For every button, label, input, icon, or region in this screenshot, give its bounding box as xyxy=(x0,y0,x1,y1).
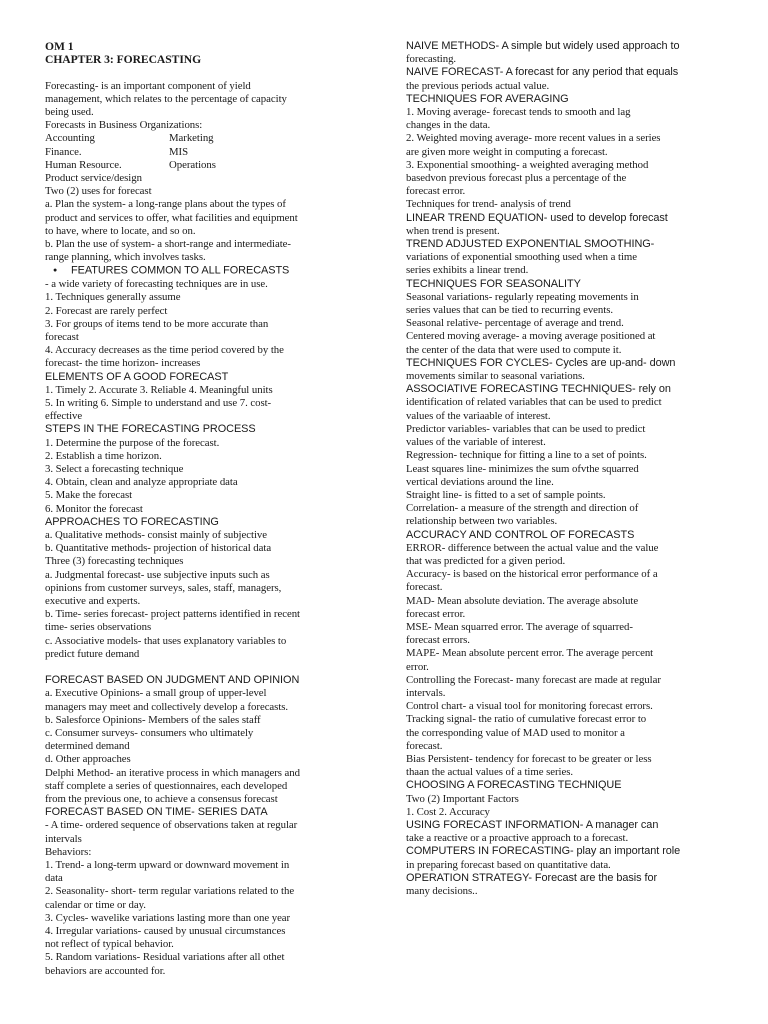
right-text-line xyxy=(406,713,724,726)
left-text-line xyxy=(45,819,351,832)
left-text-line xyxy=(45,225,351,238)
left-text-line xyxy=(45,291,351,304)
line-text: executive and experts. xyxy=(45,595,141,608)
right-text-line xyxy=(406,436,724,449)
right-text-line xyxy=(406,621,724,634)
left-text-line xyxy=(45,106,351,119)
right-text-line xyxy=(406,344,724,357)
line-text: not reflect of typical behavior. xyxy=(45,938,174,951)
line-text: basedvon previous forecast plus a percentage of the xyxy=(406,172,627,185)
line-text: data xyxy=(45,872,63,885)
line-text: ERROR- difference between the actual value and the value xyxy=(406,541,659,554)
right-text-line xyxy=(406,832,724,845)
left-text-line xyxy=(45,159,351,172)
right-text-line xyxy=(406,238,724,251)
line-text: managers may meet and collectively develop a forecasts. xyxy=(45,700,289,713)
right-text-line xyxy=(406,80,724,93)
right-text-line xyxy=(406,859,724,872)
line-text: range planning, which involves tasks. xyxy=(45,251,206,264)
right-text-line xyxy=(406,687,724,700)
left-text-line xyxy=(45,53,351,66)
line-text: that was predicted for a given period. xyxy=(406,554,566,567)
line-text: Accounting xyxy=(45,132,95,145)
line-text: identification of related variables that can be used to predict xyxy=(406,396,662,409)
line-text: TREND ADJUSTED EXPONENTIAL SMOOTHING- xyxy=(406,238,655,251)
line-text-tabbed: MIS xyxy=(169,145,189,158)
left-text-line xyxy=(45,119,351,132)
left-text-line xyxy=(45,516,351,529)
line-text: Bias Persistent- tendency for forecast to be greater or less xyxy=(406,752,652,765)
right-text-line xyxy=(406,132,724,145)
line-text: when trend is present. xyxy=(406,224,500,237)
line-text: - a wide variety of forecasting techniques are in use. xyxy=(45,278,268,291)
line-text: 3. Select a forecasting technique xyxy=(45,462,184,475)
line-text: 5. In writing 6. Simple to understand and use 7. cost- xyxy=(45,396,272,409)
line-text: many decisions.. xyxy=(406,885,478,897)
line-text: Least squares line- minimizes the sum ofvthe squarred xyxy=(406,462,639,475)
right-text-line xyxy=(406,423,724,436)
line-text: forecast xyxy=(45,330,79,343)
right-text-line xyxy=(406,793,724,806)
right-text-line xyxy=(406,806,724,819)
line-text: Finance. xyxy=(45,145,82,158)
line-text: Tracking signal- the ratio of cumulative forecast error to xyxy=(406,713,647,726)
right-text-line xyxy=(406,595,724,608)
left-text-line xyxy=(45,305,351,318)
line-text: Centered moving average- a moving average positioned at xyxy=(406,330,656,343)
line-text: Accuracy- is based on the historical error performance of a xyxy=(406,568,658,581)
left-text-line xyxy=(45,264,351,278)
line-text: to have, where to locate, and so on. xyxy=(45,224,196,237)
right-text-line xyxy=(406,568,724,581)
line-text: a. Plan the system- a long-range plans about the types of xyxy=(45,198,286,211)
left-text-line xyxy=(45,701,351,714)
left-text-line xyxy=(45,80,351,93)
right-text-line xyxy=(406,647,724,660)
line-text: TECHNIQUES FOR SEASONALITY xyxy=(406,277,581,290)
line-text: the corresponding value of MAD used to monitor a xyxy=(406,726,625,739)
line-text: 3. Exponential smoothing- a weighted averaging method xyxy=(406,158,649,171)
right-text-line xyxy=(406,845,724,858)
line-text: 1. Techniques generally assume xyxy=(45,291,181,304)
left-text-line xyxy=(45,423,351,436)
right-text-line xyxy=(406,264,724,277)
left-text-line xyxy=(45,344,351,357)
line-text: b. Plan the use of system- a short-range and intermediate- xyxy=(45,238,291,251)
left-text-line xyxy=(45,238,351,251)
left-text-line xyxy=(45,198,351,211)
left-text-line xyxy=(45,767,351,780)
line-text: Human Resource. xyxy=(45,158,122,171)
left-text-line xyxy=(45,212,351,225)
left-text-line xyxy=(45,621,351,634)
left-text-line xyxy=(45,146,351,159)
line-text: STEPS IN THE FORECASTING PROCESS xyxy=(45,423,256,436)
line-text: b. Time- series forecast- project patterns identified in recent xyxy=(45,608,300,621)
left-text-line xyxy=(45,251,351,264)
line-text: from the previous one, to achieve a consensus forecast xyxy=(45,793,278,806)
right-text-line xyxy=(406,502,724,515)
line-text: 4. Accuracy decreases as the time period covered by the xyxy=(45,344,284,357)
line-text: 5. Random variations- Residual variations after all othet xyxy=(45,951,285,964)
paragraph-gap xyxy=(45,66,351,79)
line-text: Regression- technique for fitting a line to a set of points. xyxy=(406,449,647,462)
line-text: Controlling the Forecast- many forecast are made at regular xyxy=(406,673,661,686)
left-text-line xyxy=(45,371,351,384)
line-text: 1. Cost 2. Accuracy xyxy=(406,805,490,818)
left-text-line xyxy=(45,357,351,370)
right-text-line xyxy=(406,66,724,79)
right-text-line xyxy=(406,396,724,409)
left-text-line xyxy=(45,833,351,846)
line-text: TECHNIQUES FOR AVERAGING xyxy=(406,92,569,105)
line-text: 4. Irregular variations- caused by unusual circumstances xyxy=(45,925,286,938)
line-text: MAD- Mean absolute deviation. The average absolute xyxy=(406,594,639,607)
line-text: a. Executive Opinions- a small group of upper-level xyxy=(45,687,267,700)
line-text: NAIVE METHODS- A simple but widely used approach to xyxy=(406,40,680,52)
left-text-line xyxy=(45,727,351,740)
right-text-line xyxy=(406,146,724,159)
right-text-line xyxy=(406,449,724,462)
line-text: forecast errors. xyxy=(406,634,470,647)
left-text-line xyxy=(45,806,351,819)
line-text: Predictor variables- variables that can be used to predict xyxy=(406,422,646,435)
right-text-line xyxy=(406,700,724,713)
left-text-line xyxy=(45,846,351,859)
line-text: 3. Cycles- wavelike variations lasting more than one year xyxy=(45,911,291,924)
line-text: b. Salesforce Opinions- Members of the sales staff xyxy=(45,713,261,726)
right-text-line xyxy=(406,119,724,132)
right-text-line xyxy=(406,225,724,238)
line-text: Straight line- is fitted to a set of sample points. xyxy=(406,488,606,501)
line-text: NAIVE FORECAST- A forecast for any period that equals xyxy=(406,66,679,79)
left-text-line xyxy=(45,938,351,951)
right-text-line xyxy=(406,727,724,740)
right-text-line xyxy=(406,661,724,674)
right-text-line xyxy=(406,93,724,106)
line-text: forecast error. xyxy=(406,607,466,620)
right-text-line xyxy=(406,383,724,396)
line-text: 1. Timely 2. Accurate 3. Reliable 4. Meaningful units xyxy=(45,383,273,396)
line-text: are given more weight in computing a forecast. xyxy=(406,145,608,158)
line-text: behaviors are accounted for. xyxy=(45,964,166,977)
right-text-line xyxy=(406,766,724,779)
line-text: COMPUTERS IN FORECASTING- play an important role xyxy=(406,845,681,858)
left-text-line xyxy=(45,899,351,912)
line-text: c. Associative models- that uses explanatory variables to xyxy=(45,634,287,647)
line-text: 3. For groups of items tend to be more accurate than xyxy=(45,317,269,330)
left-text-line xyxy=(45,503,351,516)
line-text: OM 1 xyxy=(45,40,74,53)
left-text-line xyxy=(45,278,351,291)
left-text-line xyxy=(45,40,351,53)
line-text: take a reactive or a proactive approach to a forecast. xyxy=(406,832,629,845)
line-text: c. Consumer surveys- consumers who ultimately xyxy=(45,727,254,740)
line-text: Correlation- a measure of the strength and direction of xyxy=(406,502,639,515)
line-text: d. Other approaches xyxy=(45,753,131,766)
line-text: management, which relates to the percentage of capacity xyxy=(45,92,287,105)
right-text-line xyxy=(406,542,724,555)
left-text-line xyxy=(45,318,351,331)
right-text-line xyxy=(406,634,724,647)
line-text: error. xyxy=(406,660,429,673)
right-text-line xyxy=(406,463,724,476)
line-text: Delphi Method- an iterative process in which managers and xyxy=(45,766,300,779)
line-text: the center of the data that were used to compute it. xyxy=(406,343,622,356)
left-text-line xyxy=(45,753,351,766)
line-text: FORECAST BASED ON JUDGMENT AND OPINION xyxy=(45,674,300,687)
left-text-line xyxy=(45,872,351,885)
left-column xyxy=(45,40,351,978)
line-text: MAPE- Mean absolute percent error. The average percent xyxy=(406,647,654,660)
line-text: relationship between two variables. xyxy=(406,515,558,528)
line-text: CHOOSING A FORECASTING TECHNIQUE xyxy=(406,779,622,792)
line-text: series exhibits a linear trend. xyxy=(406,264,529,277)
left-text-line xyxy=(45,885,351,898)
line-text: 6. Monitor the forecast xyxy=(45,502,143,515)
left-text-line xyxy=(45,714,351,727)
right-text-line xyxy=(406,872,724,885)
line-text: Behaviors: xyxy=(45,845,92,858)
left-text-line xyxy=(45,437,351,450)
left-text-line xyxy=(45,489,351,502)
line-text: OPERATION STRATEGY- Forecast are the basis for xyxy=(406,871,658,884)
left-text-line xyxy=(45,635,351,648)
left-text-line xyxy=(45,674,351,687)
right-text-line xyxy=(406,172,724,185)
line-text: values of the variable of interest. xyxy=(406,436,546,449)
line-text: opinions from customer surveys, sales, staff, managers, xyxy=(45,581,282,594)
right-text-line xyxy=(406,357,724,370)
line-text: staff complete a series of questionnaires, each developed xyxy=(45,779,288,792)
left-text-line xyxy=(45,331,351,344)
right-text-line xyxy=(406,185,724,198)
line-text: 1. Trend- a long-term upward or downward movement in xyxy=(45,859,290,872)
right-text-line xyxy=(406,779,724,792)
line-text: - A time- ordered sequence of observations taken at regular xyxy=(45,819,298,832)
right-text-line xyxy=(406,317,724,330)
line-text: the previous periods actual value. xyxy=(406,79,550,92)
line-text: APPROACHES TO FORECASTING xyxy=(45,515,219,528)
line-text: forecast error. xyxy=(406,185,466,198)
left-text-line xyxy=(45,951,351,964)
line-text: a. Judgmental forecast- use subjective inputs such as xyxy=(45,568,270,581)
left-text-line xyxy=(45,450,351,463)
right-text-line xyxy=(406,370,724,383)
left-text-line xyxy=(45,410,351,423)
line-text: 2. Seasonality- short- term regular variations related to the xyxy=(45,885,295,898)
line-text: TECHNIQUES FOR CYCLES- Cycles are up-and- down xyxy=(406,356,676,369)
right-column xyxy=(406,40,724,898)
left-text-line xyxy=(45,793,351,806)
left-text-line xyxy=(45,965,351,978)
right-text-line xyxy=(406,885,724,898)
line-text: 5. Make the forecast xyxy=(45,489,133,502)
line-text: being used. xyxy=(45,106,94,118)
left-text-line xyxy=(45,925,351,938)
line-text: Forecasting- is an important component of yield xyxy=(45,79,251,92)
line-text: 4. Obtain, clean and analyze appropriate data xyxy=(45,476,238,489)
line-text: time- series observations xyxy=(45,621,152,634)
right-text-line xyxy=(406,53,724,66)
right-text-line xyxy=(406,740,724,753)
line-text: calendar or time or day. xyxy=(45,898,146,911)
line-text: effective xyxy=(45,410,83,423)
left-text-line xyxy=(45,780,351,793)
line-text: forecast. xyxy=(406,581,443,594)
left-text-line xyxy=(45,859,351,872)
right-text-line xyxy=(406,489,724,502)
line-text: LINEAR TREND EQUATION- used to develop forecast xyxy=(406,211,668,224)
line-text: Two (2) Important Factors xyxy=(406,792,519,805)
line-text: changes in the data. xyxy=(406,119,491,132)
right-text-line xyxy=(406,674,724,687)
right-text-line xyxy=(406,291,724,304)
left-text-line xyxy=(45,185,351,198)
left-text-line xyxy=(45,542,351,555)
left-text-line xyxy=(45,384,351,397)
left-text-line xyxy=(45,397,351,410)
line-text: Seasonal variations- regularly repeating movements in xyxy=(406,290,639,303)
right-text-line xyxy=(406,198,724,211)
right-text-line xyxy=(406,330,724,343)
right-text-line xyxy=(406,476,724,489)
line-text: Three (3) forecasting techniques xyxy=(45,555,184,568)
left-text-line xyxy=(45,648,351,661)
line-text: FEATURES COMMON TO ALL FORECASTS xyxy=(71,264,290,277)
line-text: Two (2) uses for forecast xyxy=(45,185,152,198)
left-text-line xyxy=(45,608,351,621)
line-text: product and services to offer, what facilities and equipment xyxy=(45,211,298,224)
left-text-line xyxy=(45,569,351,582)
line-text: a. Qualitative methods- consist mainly of subjective xyxy=(45,529,267,541)
line-text: ELEMENTS OF A GOOD FORECAST xyxy=(45,370,229,383)
right-text-line xyxy=(406,304,724,317)
line-text: USING FORECAST INFORMATION- A manager can xyxy=(406,818,659,831)
line-text: in preparing forecast based on quantitative data. xyxy=(406,858,611,871)
left-text-line xyxy=(45,529,351,542)
left-text-line xyxy=(45,132,351,145)
line-text: determined demand xyxy=(45,740,130,753)
left-text-line xyxy=(45,912,351,925)
line-text: Techniques for trend- analysis of trend xyxy=(406,198,571,211)
right-text-line xyxy=(406,40,724,53)
right-text-line xyxy=(406,106,724,119)
left-text-line xyxy=(45,687,351,700)
line-text: 2. Forecast are rarely perfect xyxy=(45,304,168,317)
right-text-line xyxy=(406,555,724,568)
line-text: movements similar to seasonal variations. xyxy=(406,370,585,383)
right-text-line xyxy=(406,529,724,542)
line-text: Forecasts in Business Organizations: xyxy=(45,119,203,132)
line-text: predict future demand xyxy=(45,647,140,660)
line-text: Product service/design xyxy=(45,172,142,185)
left-text-line xyxy=(45,93,351,106)
line-text: 2. Weighted moving average- more recent values in a series xyxy=(406,132,661,145)
left-text-line xyxy=(45,582,351,595)
right-text-line xyxy=(406,251,724,264)
line-text: forecast. xyxy=(406,739,443,752)
right-text-line xyxy=(406,159,724,172)
right-text-line xyxy=(406,753,724,766)
line-text: ACCURACY AND CONTROL OF FORECASTS xyxy=(406,528,635,541)
line-text: ASSOCIATIVE FORECASTING TECHNIQUES- rely on xyxy=(406,383,671,396)
right-text-line xyxy=(406,212,724,225)
line-text: 1. Determine the purpose of the forecast. xyxy=(45,436,220,449)
line-text: intervals. xyxy=(406,686,446,699)
right-text-line xyxy=(406,819,724,832)
left-text-line xyxy=(45,476,351,489)
line-text: forecasting. xyxy=(406,53,457,66)
right-text-line xyxy=(406,278,724,291)
line-text: series values that can be tied to recurring events. xyxy=(406,304,614,317)
line-text: CHAPTER 3: FORECASTING xyxy=(45,53,202,67)
line-text: intervals xyxy=(45,832,82,845)
line-text: 1. Moving average- forecast tends to smooth and lag xyxy=(406,106,631,119)
left-text-line xyxy=(45,595,351,608)
right-text-line xyxy=(406,410,724,423)
line-text: FORECAST BASED ON TIME- SERIES DATA xyxy=(45,806,268,819)
line-text: vertical deviations around the line. xyxy=(406,475,554,488)
line-text: 2. Establish a time horizon. xyxy=(45,449,162,462)
left-text-line xyxy=(45,555,351,568)
line-text: MSE- Mean squarred error. The average of squarred- xyxy=(406,620,633,633)
line-text: Seasonal relative- percentage of average and trend. xyxy=(406,317,624,330)
left-text-line xyxy=(45,463,351,476)
left-text-line xyxy=(45,740,351,753)
right-text-line xyxy=(406,515,724,528)
line-text: Control chart- a visual tool for monitoring forecast errors. xyxy=(406,700,653,713)
right-text-line xyxy=(406,581,724,594)
line-text-tabbed: Marketing xyxy=(169,132,214,145)
line-text: variations of exponential smoothing used when a time xyxy=(406,251,637,264)
paragraph-gap xyxy=(45,661,351,674)
line-text: thaan the actual values of a time series. xyxy=(406,766,574,779)
line-text-tabbed: Operations xyxy=(169,158,216,171)
line-text: forecast- the time horizon- increases xyxy=(45,357,201,370)
line-text: b. Quantitative methods- projection of historical data xyxy=(45,542,272,555)
right-text-line xyxy=(406,608,724,621)
line-text: values of the variaable of interest. xyxy=(406,409,551,422)
left-text-line xyxy=(45,172,351,185)
